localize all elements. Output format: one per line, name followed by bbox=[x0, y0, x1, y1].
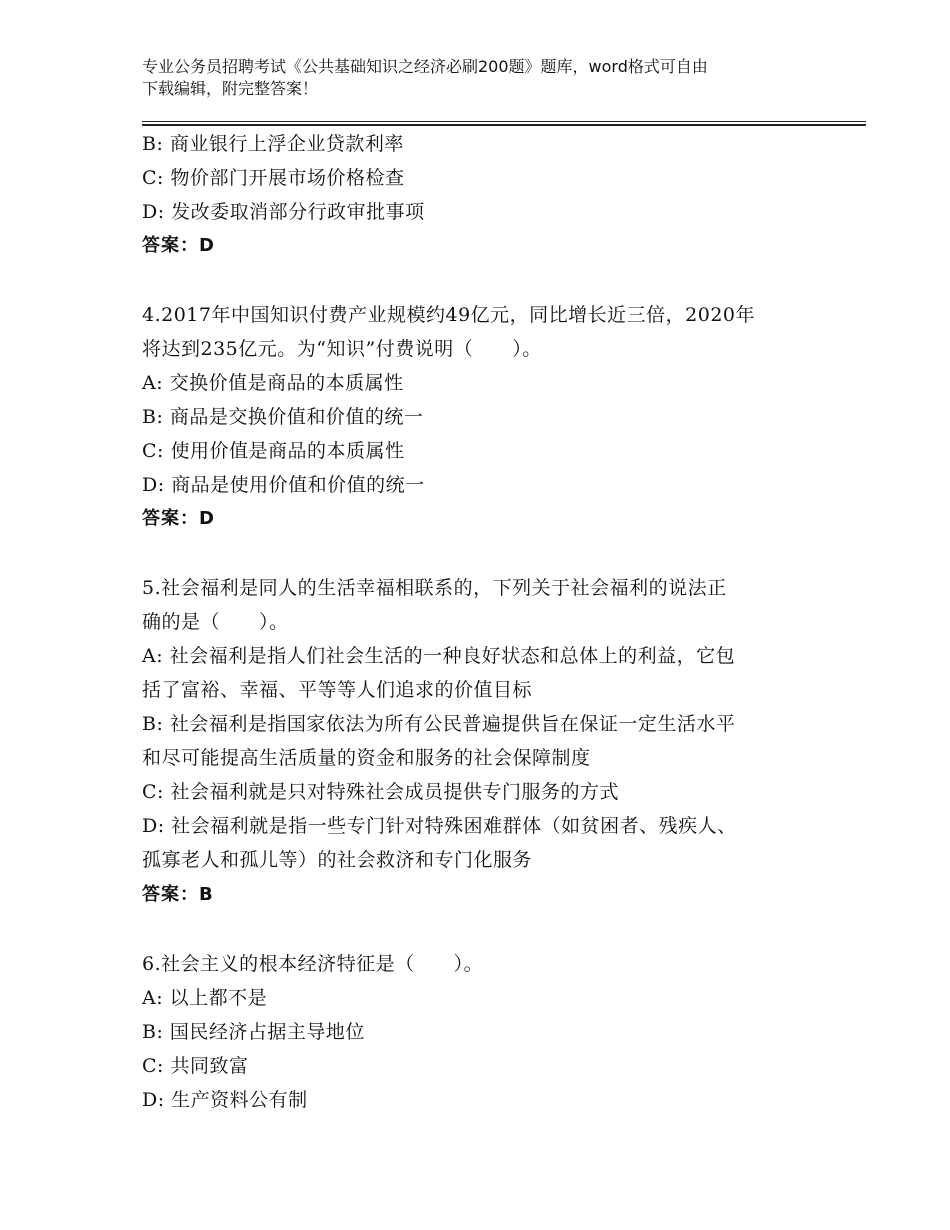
q5-option-b-line-2: 和尽可能提高生活质量的资金和服务的社会保障制度 bbox=[142, 747, 591, 769]
q6-option-b: B: 国民经济占据主导地位 bbox=[142, 1021, 365, 1043]
header-line-2: 下载编辑，附完整答案！ bbox=[142, 79, 319, 98]
q5-answer: 答案：B bbox=[142, 884, 214, 905]
q6-option-c: C: 共同致富 bbox=[142, 1055, 249, 1077]
q4-answer: 答案：D bbox=[142, 508, 215, 529]
q6-option-d: D: 生产资料公有制 bbox=[142, 1089, 308, 1111]
q5-stem-line-1: 5.社会福利是同人的生活幸福相联系的，下列关于社会福利的说法正 bbox=[142, 577, 727, 599]
q5-option-a-line-2: 括了富裕、幸福、平等等人们追求的价值目标 bbox=[142, 679, 533, 701]
q5-option-c: C: 社会福利就是只对特殊社会成员提供专门服务的方式 bbox=[142, 781, 619, 803]
q4-option-a: A: 交换价值是商品的本质属性 bbox=[142, 372, 404, 394]
q3-option-b: B: 商业银行上浮企业贷款利率 bbox=[142, 133, 404, 155]
q4-option-d: D: 商品是使用价值和价值的统一 bbox=[142, 474, 425, 496]
q5-option-b-line-1: B: 社会福利是指国家依法为所有公民普遍提供旨在保证一定生活水平 bbox=[142, 713, 736, 735]
q5-stem-line-2: 确的是（ ）。 bbox=[142, 611, 289, 633]
q6-option-a: A: 以上都不是 bbox=[142, 987, 268, 1009]
q4-stem-line-1: 4.2017年中国知识付费产业规模约49亿元，同比增长近三倍，2020年 bbox=[142, 304, 756, 326]
q5-option-d-line-1: D: 社会福利就是指一些专门针对特殊困难群体（如贫困者、残疾人、 bbox=[142, 815, 737, 837]
q3-answer: 答案：D bbox=[142, 235, 215, 256]
q5-option-d-line-2: 孤寡老人和孤儿等）的社会救济和专门化服务 bbox=[142, 849, 533, 871]
q3-option-c: C: 物价部门开展市场价格检查 bbox=[142, 167, 405, 189]
document-header bbox=[142, 56, 802, 100]
header-line-1: 专业公务员招聘考试《公共基础知识之经济必刷200题》题库，word格式可自由 bbox=[142, 57, 708, 76]
header-divider bbox=[142, 121, 866, 126]
q6-stem: 6.社会主义的根本经济特征是（ ）。 bbox=[142, 953, 484, 975]
q4-option-c: C: 使用价值是商品的本质属性 bbox=[142, 440, 405, 462]
q5-option-a-line-1: A: 社会福利是指人们社会生活的一种良好状态和总体上的利益，它包 bbox=[142, 645, 736, 667]
q4-stem-line-2: 将达到235亿元。为“知识”付费说明（ ）。 bbox=[142, 338, 542, 360]
q4-option-b: B: 商品是交换价值和价值的统一 bbox=[142, 406, 424, 428]
q3-option-d: D: 发改委取消部分行政审批事项 bbox=[142, 201, 425, 223]
